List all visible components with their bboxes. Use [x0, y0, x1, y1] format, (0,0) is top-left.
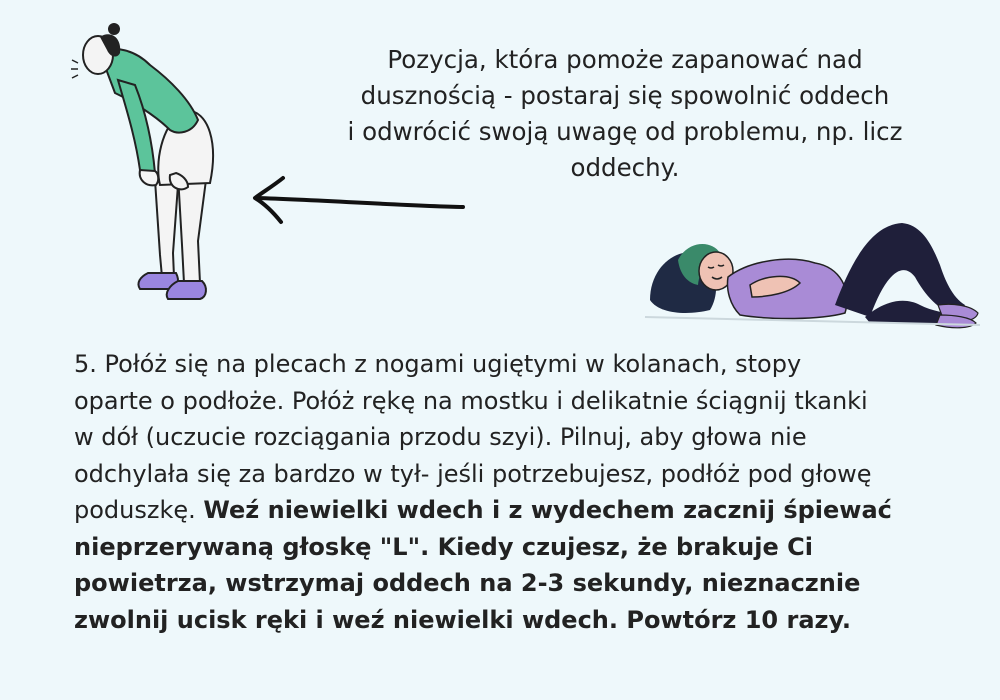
instruction-line: odchylała się za bardzo w tył- jeśli potrzebujesz, podłóż pod głowę [74, 459, 872, 488]
caption-line: Pozycja, która pomoże zapanować nad [387, 45, 863, 74]
illustration-caption [290, 42, 960, 186]
caption-line: i odwrócić swoją uwagę od problemu, np. licz [347, 117, 903, 146]
exercise-instruction [74, 346, 974, 638]
caption-line: dusznością - postaraj się spowolnić oddech [360, 81, 890, 110]
woman-leaning-on-knees-illustration [60, 15, 260, 315]
instruction-line: nieprzerywaną głoskę "L". Kiedy czujesz, że brakuje Ci [74, 532, 813, 561]
instruction-line: 5. Połóż się na plecach z nogami ugiętymi w kolanach, stopy [74, 350, 802, 378]
instruction-line: poduszkę. Weź niewielki wdech i z wydechem zacznij śpiewać [74, 496, 892, 524]
instruction-line: w dół (uczucie rozciągania przodu szyi). Pilnuj, aby głowa nie [74, 423, 807, 451]
instruction-line: powietrza, wstrzymaj oddech na 2-3 sekundy, nieznacznie [74, 569, 861, 597]
caption-line: oddechy. [570, 153, 680, 182]
woman-lying-on-back-illustration [640, 205, 985, 335]
instruction-line: zwolnij ucisk ręki i weź niewielki wdech. Powtórz 10 razy. [74, 605, 852, 634]
instruction-line: oparte o podłoże. Połóż rękę na mostku i delikatnie ściągnij tkanki [74, 386, 868, 415]
